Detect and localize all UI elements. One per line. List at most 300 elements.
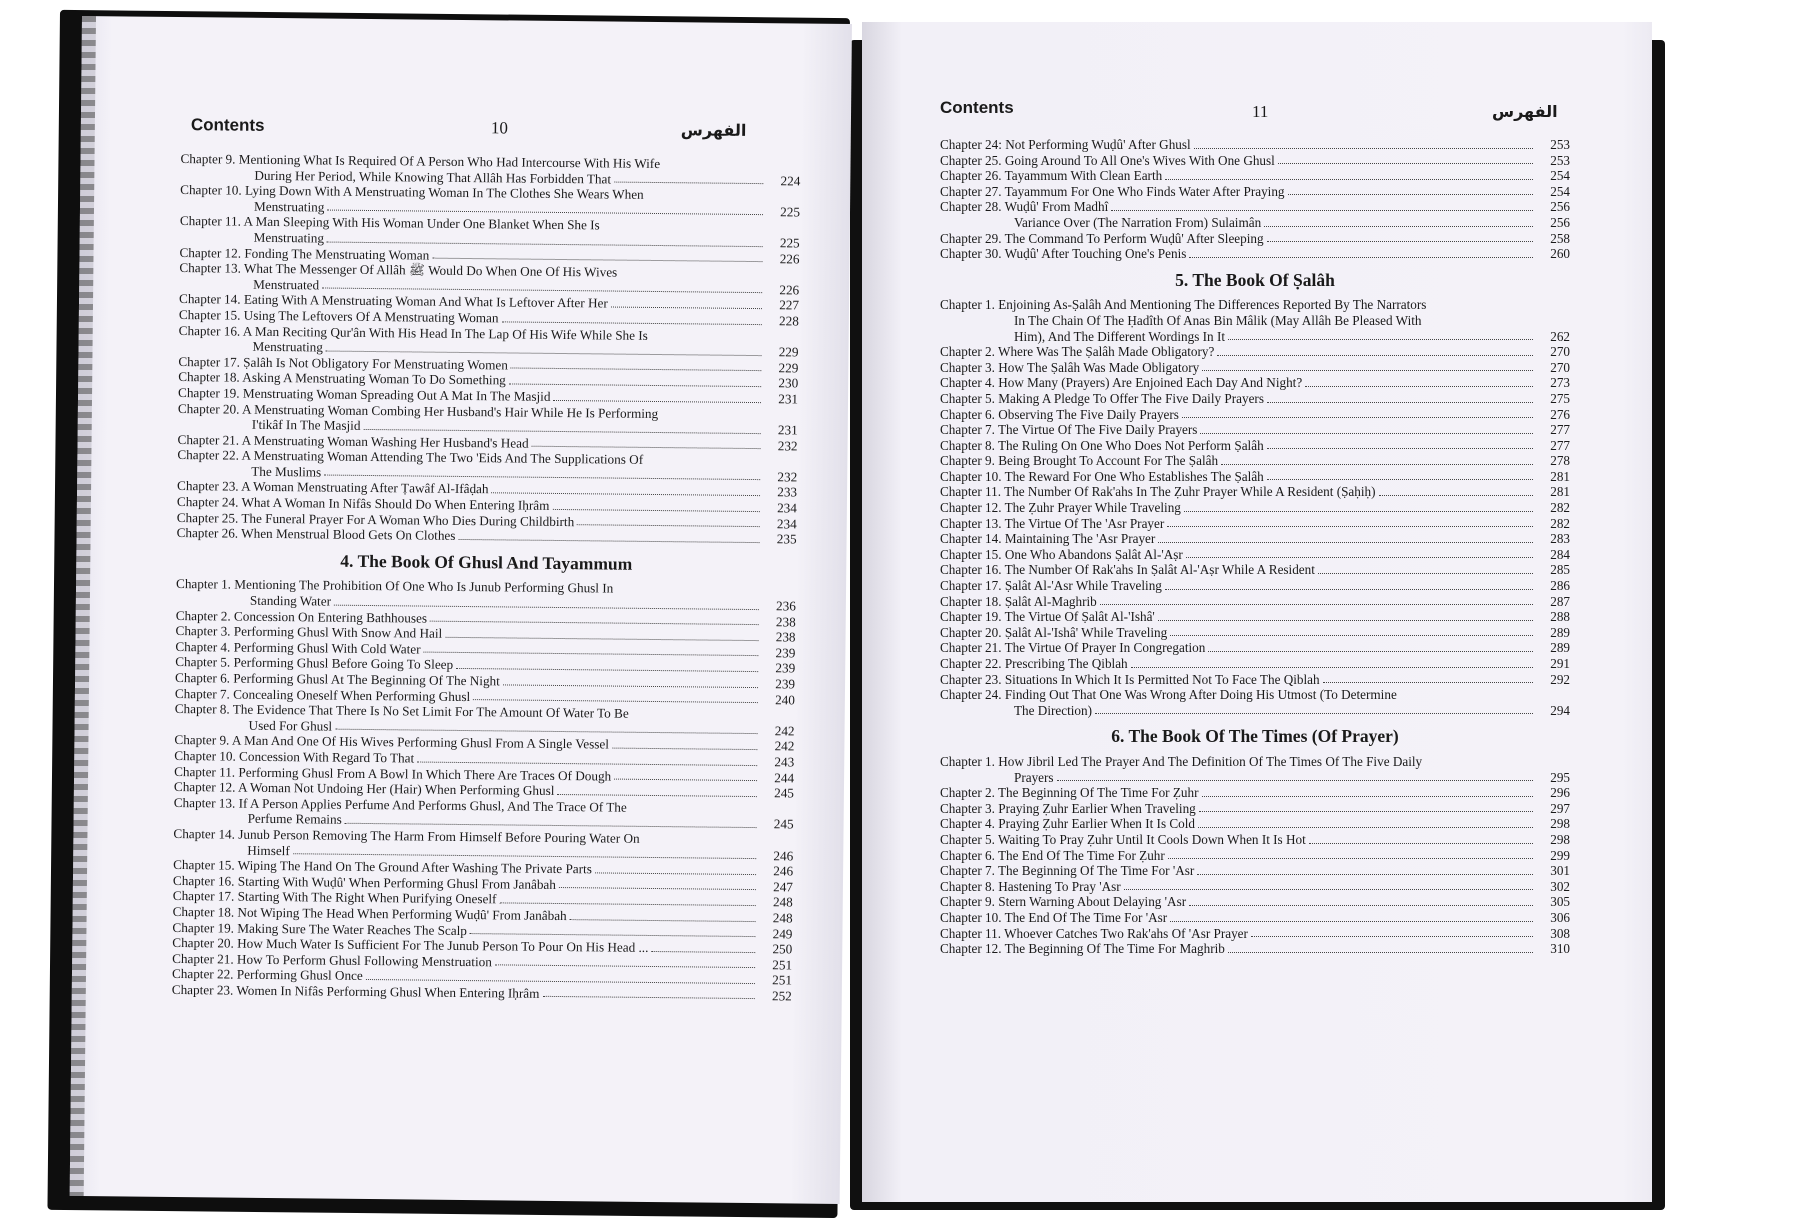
toc-entry: [940, 391, 1570, 407]
chapter-label: Chapter 3.: [940, 800, 995, 816]
chapter-label: Chapter 11.: [179, 213, 242, 230]
chapter-label: Chapter 15.: [178, 306, 241, 323]
chapter-title-line: The Reward For One Who Establishes The Ṣalâh: [1004, 468, 1264, 484]
page-ref: 305: [1550, 894, 1570, 910]
dot-leader: [1158, 609, 1533, 621]
toc-entry-text: [940, 879, 1536, 895]
chapter-title-line: Ṣalât Al-'Asr While Traveling: [1004, 578, 1162, 594]
chapter-title-line: Hastening To Pray 'Asr: [998, 878, 1121, 894]
chapter-label: Chapter 13.: [940, 515, 1002, 531]
chapter-title-line: How To Perform Ghusl Following Menstruation: [236, 951, 492, 969]
dot-leader: [495, 954, 755, 968]
dot-leader: [595, 862, 756, 875]
chapter-label: Chapter 7.: [940, 863, 995, 879]
chapter-label: Chapter 21.: [940, 640, 1002, 656]
chapter-label: Chapter 25.: [940, 152, 1002, 168]
chapter-label: Chapter 19.: [940, 609, 1002, 625]
dot-leader: [1202, 785, 1534, 797]
chapter-title-line: Ṣalât Al-'Ishâ' While Traveling: [1004, 624, 1168, 640]
page-ref: 234: [776, 515, 797, 532]
toc-entry: [940, 926, 1570, 942]
left-running-head: [82, 16, 852, 140]
page-ref: 276: [1550, 406, 1570, 422]
dot-leader: [611, 296, 762, 309]
toc-group-salah: [940, 297, 1570, 718]
toc-entry-text: [940, 168, 1536, 184]
chapter-label: Chapter 23.: [171, 981, 234, 998]
dot-leader: [1131, 656, 1533, 668]
dot-leader: [503, 673, 758, 687]
dot-leader: [499, 892, 755, 906]
toc-entry-text: [940, 640, 1536, 656]
chapter-label: Chapter 29.: [940, 230, 1002, 246]
toc-group-tayammum: [940, 137, 1570, 262]
dot-leader: [424, 641, 759, 656]
chapter-title-line: The Virtue Of Prayer In Congregation: [1004, 640, 1206, 656]
dot-leader: [614, 171, 763, 184]
chapter-title-line: A Menstruating Woman Attending The Two 'Eids And The Supplications Of: [241, 447, 644, 468]
toc-entry: [940, 375, 1570, 391]
chapter-title-line: Praying Ẓuhr Earlier When Traveling: [998, 800, 1196, 816]
page-ref: 240: [775, 691, 795, 708]
page-ref: 291: [1550, 656, 1570, 671]
toc-entry-text: [940, 407, 1536, 423]
page-ref: 245: [773, 816, 794, 832]
page-ref: 270: [1550, 359, 1570, 375]
chapter-label: Chapter 16.: [940, 562, 1002, 578]
chapter-label: Chapter 7.: [940, 422, 995, 438]
dot-leader: [1267, 391, 1533, 403]
toc-entry-text: [940, 941, 1536, 957]
chapter-title-line: The Direction): [1014, 702, 1092, 718]
chapter-label: Chapter 9.: [940, 453, 995, 469]
chapter-title-line: Situations In Which It Is Permitted Not To Face The Qiblah: [1004, 671, 1320, 687]
toc-entry: [940, 640, 1570, 656]
dot-leader: [456, 657, 758, 672]
chapter-title-line: Concealing Oneself When Performing Ghusl: [233, 686, 471, 704]
chapter-label: Chapter 12.: [179, 244, 242, 261]
chapter-title-line: Mentioning What Is Required Of A Person Who Had Intercourse With His Wife: [238, 151, 661, 172]
chapter-title-line: Waiting To Pray Ẓuhr Until It Cools Down When It Is Hot: [998, 831, 1306, 847]
chapter-title-line: How Jibril Led The Prayer And The Definition Of The Times Of The Five Daily: [998, 753, 1423, 769]
toc-entry: [940, 453, 1570, 469]
chapter-label: Chapter 14.: [173, 825, 236, 842]
page-ref: 236: [776, 598, 796, 614]
dot-leader: [542, 986, 754, 1000]
chapter-label: Chapter 14.: [940, 531, 1002, 547]
toc-group-menstruation: [177, 151, 801, 547]
toc-entry-text: [940, 801, 1536, 817]
toc-entry: [940, 469, 1570, 485]
page-ref: 302: [1550, 878, 1570, 894]
page-ref: 226: [779, 282, 800, 298]
page-ref: 229: [778, 360, 799, 376]
page-ref: 256: [1550, 199, 1570, 215]
page-ref: 252: [771, 988, 792, 1004]
page-ref: 258: [1550, 230, 1570, 246]
toc-entry: [940, 832, 1570, 848]
toc-entry: [940, 168, 1570, 184]
chapter-title-line: The Funeral Prayer For A Woman Who Dies During Childbirth: [241, 510, 575, 529]
chapter-label: Chapter 26.: [176, 525, 239, 541]
chapter-title-line: Eating With A Menstruating Woman And What Is Leftover After Her: [243, 292, 608, 311]
chapter-title-line: Stern Warning About Delaying 'Asr: [998, 894, 1187, 910]
page-ref: 294: [1550, 702, 1570, 718]
toc-entry: [940, 594, 1570, 610]
chapter-title-line: Tayammum With Clean Earth: [1004, 168, 1163, 184]
chapter-title-line: Menstruating: [253, 198, 325, 215]
chapter-label: Chapter 12.: [940, 941, 1002, 957]
chapter-title-line: Ṣalâh Is Not Obligatory For Menstruating Women: [243, 354, 508, 373]
chapter-title-line: Performing Ghusl Once: [236, 966, 363, 984]
dot-leader: [1288, 184, 1533, 196]
toc-entry: [940, 578, 1570, 594]
toc-entry-text: [940, 609, 1536, 625]
dot-leader: [1182, 407, 1533, 419]
chapter-label: Chapter 27.: [940, 183, 1002, 199]
chapter-label: Chapter 6.: [940, 847, 995, 863]
page-ref: 232: [777, 437, 798, 454]
chapter-title-line: Him), And The Different Wordings In It: [1014, 328, 1226, 344]
dot-leader: [1095, 703, 1533, 715]
page-ref: 247: [773, 878, 794, 895]
page-ref: 230: [778, 375, 799, 391]
page-number: 11: [1252, 102, 1269, 121]
dot-leader: [570, 908, 756, 922]
chapter-title-line: Prescribing The Qiblah: [1004, 656, 1128, 671]
chapter-label: Chapter 2.: [940, 785, 995, 801]
toc-entry-text: [940, 594, 1536, 610]
right-page: [862, 22, 1652, 1202]
toc-entry-text: [940, 754, 1536, 785]
dot-leader: [1165, 168, 1533, 180]
toc-entry-text: [940, 453, 1536, 469]
chapter-title-line: Women In Nifâs Performing Ghusl When Entering Iḥrâm: [236, 982, 540, 1001]
chapter-label: Chapter 20.: [940, 624, 1002, 640]
toc-entry: [940, 863, 1570, 879]
toc-entry: [940, 153, 1570, 169]
chapter-title-line: Wuḍû' After Touching One's Penis: [1004, 246, 1187, 262]
page-ref: 256: [1550, 214, 1570, 230]
chapter-title-line: Wiping The Hand On The Ground After Washing The Private Parts: [237, 857, 592, 877]
page-ref: 253: [1550, 137, 1570, 152]
dot-leader: [1267, 438, 1533, 450]
page-ref: 296: [1550, 785, 1570, 801]
page-ref: 260: [1550, 246, 1570, 262]
dot-leader: [1200, 422, 1533, 434]
page-ref: 283: [1550, 531, 1570, 547]
chapter-label: Chapter 3.: [175, 623, 231, 639]
page-ref: 234: [777, 500, 797, 516]
chapter-title-line: A Man Reciting Qur'ân With His Head In The Lap Of His Wife While She Is: [242, 323, 648, 343]
toc-entry: [940, 407, 1570, 423]
chapter-label: Chapter 16.: [178, 322, 241, 339]
page-ref: 244: [774, 769, 795, 786]
toc-entry-text: [940, 469, 1536, 485]
chapter-label: Chapter 9.: [174, 732, 230, 748]
page-ref: 310: [1550, 941, 1570, 957]
chapter-title-line: Menstruating Woman Spreading Out A Mat In The Masjid: [242, 385, 551, 404]
chapter-title-line: Whoever Catches Two Rak'ahs Of 'Asr Prayer: [1004, 925, 1248, 941]
dot-leader: [492, 482, 761, 496]
chapter-label: Chapter 25.: [176, 509, 239, 526]
page-ref: 299: [1550, 847, 1570, 863]
page-ref: 278: [1550, 453, 1570, 469]
chapter-title-line: During Her Period, While Knowing That Allâh Has Forbidden That: [254, 167, 612, 187]
chapter-label: Chapter 20.: [177, 400, 240, 417]
dot-leader: [430, 610, 759, 625]
chapter-title-line: A Man Sleeping With His Woman Under One Blanket When She Is: [243, 214, 600, 233]
page-ref: 238: [775, 613, 796, 630]
dot-leader: [612, 737, 758, 750]
page-ref: 231: [778, 391, 799, 407]
chapter-label: Chapter 21.: [172, 950, 234, 967]
dot-leader: [1267, 231, 1533, 243]
page-ref: 246: [773, 863, 794, 879]
chapter-title-line: Menstruated: [253, 276, 320, 293]
toc-entry-text: [940, 656, 1536, 672]
dot-leader: [1184, 500, 1533, 512]
toc-entry: [940, 910, 1570, 926]
chapter-title-line: The Virtue Of The 'Asr Prayer: [1004, 515, 1165, 531]
toc-entry: [940, 754, 1570, 785]
chapter-title-line: A Woman Not Undoing Her (Hair) When Performing Ghusl: [237, 779, 555, 799]
page-ref: 251: [772, 972, 793, 988]
chapter-title-line: Starting With Wuḍû' When Performing Ghusl From Janâbah: [237, 873, 557, 892]
toc-entry-text: [940, 578, 1536, 594]
page-ref: 229: [778, 344, 799, 360]
section-title-times: 6. The Book Of The Times (Of Prayer): [1111, 726, 1399, 747]
dot-leader: [1267, 469, 1533, 481]
toc-entry: [940, 246, 1570, 262]
page-number: 10: [490, 118, 508, 138]
chapter-title-line: Enjoining As-Ṣalâh And Mentioning The Differences Reported By The Narrators: [998, 297, 1427, 313]
dot-leader: [1228, 329, 1533, 341]
chapter-label: Chapter 5.: [940, 390, 995, 406]
page-ref: 301: [1550, 863, 1570, 879]
toc-entry-text: [940, 422, 1536, 438]
dot-leader: [1318, 562, 1533, 574]
chapter-title-line: What The Messenger Of Allâh ﷺ Would Do When One Of His Wives: [243, 260, 618, 280]
chapter-label: Chapter 5.: [940, 831, 995, 847]
dot-leader: [1168, 848, 1533, 860]
chapter-label: Chapter 23.: [177, 478, 239, 495]
page-ref: 284: [1550, 546, 1570, 562]
chapter-label: Chapter 10.: [940, 468, 1002, 484]
dot-leader: [432, 247, 762, 262]
toc-entry: [940, 801, 1570, 817]
chapter-title-line: Starting With The Right When Purifying Oneself: [237, 888, 497, 907]
page-ref: 227: [779, 297, 800, 313]
chapter-title-line: Tayammum For One Who Finds Water After Praying: [1004, 183, 1285, 199]
chapter-title-line: Being Brought To Account For The Ṣalâh: [998, 453, 1219, 469]
page-ref: 245: [774, 785, 795, 801]
toc-entry: [940, 848, 1570, 864]
left-page: [70, 16, 852, 1204]
toc-entry: [940, 199, 1570, 215]
dot-leader: [559, 877, 756, 891]
chapter-label: Chapter 10.: [174, 747, 236, 764]
toc-entry-text: [940, 484, 1536, 500]
dot-leader: [1217, 344, 1533, 356]
chapter-label: Chapter 11.: [940, 925, 1002, 941]
section-title-salah: 5. The Book Of Ṣalâh: [1175, 269, 1335, 290]
chapter-label: Chapter 3.: [940, 359, 995, 375]
dot-leader: [1158, 531, 1533, 543]
toc-entry-text: [940, 375, 1536, 391]
dot-leader: [1170, 625, 1533, 637]
chapter-title-line: Going Around To All One's Wives With One Ghusl: [1004, 152, 1275, 168]
page-ref: 248: [772, 910, 793, 926]
toc-entry: [940, 531, 1570, 547]
chapter-label: Chapter 2.: [940, 344, 995, 360]
toc-entry-text: [940, 625, 1536, 641]
chapter-title-line: If A Person Applies Perfume And Performs Ghusl, And The Trace Of The: [238, 795, 627, 815]
chapter-label: Chapter 22.: [171, 966, 234, 982]
page-ref: 282: [1550, 500, 1570, 516]
chapter-title-line: Ṣalât Al-Maghrib: [1004, 593, 1097, 609]
toc-entry-text: [940, 531, 1536, 547]
chapter-label: Chapter 22.: [940, 656, 1002, 671]
chapter-title-line: The Beginning Of The Time For Maghrib: [1004, 941, 1225, 957]
page-ref: 225: [780, 204, 801, 220]
dot-leader: [1221, 453, 1533, 465]
toc-entry-text: [940, 297, 1536, 344]
dot-leader: [1189, 246, 1533, 258]
section-title-ghusl: 4. The Book Of Ghusl And Tayammum: [340, 550, 633, 574]
right-running-head: [862, 22, 1652, 121]
page-ref: 254: [1550, 183, 1570, 199]
toc-entry: [940, 785, 1570, 801]
dot-leader: [1251, 926, 1533, 938]
chapter-label: Chapter 23.: [940, 671, 1002, 687]
chapter-label: Chapter 18.: [172, 903, 235, 920]
chapter-label: Chapter 18.: [178, 369, 240, 385]
page-ref: 286: [1550, 578, 1570, 594]
toc-entry: [940, 547, 1570, 563]
chapter-label: Chapter 9.: [940, 894, 995, 910]
chapter-title-line: Junub Person Removing The Harm From Himself Before Pouring Water On: [238, 826, 640, 846]
toc-entry-text: [940, 438, 1536, 454]
chapter-title-line: Making A Pledge To Offer The Five Daily Prayers: [998, 390, 1264, 406]
toc-entry-text: [940, 360, 1536, 376]
chapter-title-line: Finding Out That One Was Wrong After Doing His Utmost (To Determine: [1004, 687, 1397, 703]
dot-leader: [1379, 484, 1533, 496]
toc-entry-text: [940, 516, 1536, 532]
chapter-label: Chapter 10.: [940, 909, 1002, 925]
chapter-title-line: The Virtue Of Ṣalât Al-'Ishâ': [1004, 609, 1155, 625]
toc-entry: [940, 184, 1570, 200]
toc-entry: [940, 438, 1570, 454]
toc-entry: [940, 422, 1570, 438]
page-ref: 277: [1550, 422, 1570, 438]
chapter-title-line: When Menstrual Blood Gets On Clothes: [241, 525, 456, 544]
toc-entry-text: [940, 391, 1536, 407]
chapter-label: Chapter 30.: [940, 246, 1002, 262]
toc-entry: [940, 687, 1570, 718]
chapter-label: Chapter 7.: [174, 685, 230, 702]
toc-entry: [940, 656, 1570, 672]
chapter-title-line: Mentioning The Prohibition Of One Who Is Junub Performing Ghusl In: [234, 577, 614, 597]
running-head-arabic: الفهرس: [1492, 102, 1558, 121]
chapter-title-line: Wuḍû' From Madhî: [1004, 199, 1109, 215]
chapter-label: Chapter 8.: [940, 878, 995, 894]
chapter-title-line: A Menstruating Woman Combing Her Husband's Hair While He Is Performing: [241, 401, 659, 421]
page-ref: 285: [1550, 562, 1570, 578]
chapter-title-line: Observing The Five Daily Prayers: [998, 406, 1179, 422]
page-ref: 281: [1550, 484, 1570, 500]
chapter-title-line: Menstruating: [253, 229, 325, 246]
toc-entry-text: [940, 910, 1536, 926]
page-ref: 239: [775, 645, 796, 661]
chapter-label: Chapter 26.: [940, 168, 1002, 184]
dot-leader: [651, 940, 755, 953]
chapter-title-line: The Ruling On One Who Does Not Perform Ṣalâh: [998, 437, 1264, 453]
chapter-title-line: The Virtue Of The Five Daily Prayers: [998, 422, 1198, 438]
page-ref: 225: [779, 235, 800, 251]
chapter-label: Chapter 24.: [940, 687, 1002, 703]
toc-entry: [940, 609, 1570, 625]
chapter-title-line: Performing Ghusl At The Beginning Of The Night: [233, 670, 500, 689]
toc-entry: [940, 344, 1570, 360]
dot-leader: [552, 498, 760, 512]
page-ref: 297: [1550, 800, 1570, 816]
chapter-label: Chapter 21.: [177, 431, 240, 448]
toc-entry-text: [940, 926, 1536, 942]
chapter-label: Chapter 12.: [940, 500, 1002, 516]
running-head-title: Contents: [190, 115, 265, 135]
chapter-title-line: The Number Of Rak'ahs In Ṣalât Al-'Aṣr While A Resident: [1004, 562, 1315, 578]
dot-leader: [532, 435, 761, 449]
dot-leader: [1264, 215, 1533, 227]
toc-entry-text: [940, 246, 1536, 262]
toc-entry: [940, 625, 1570, 641]
toc-entry-text: [940, 199, 1536, 215]
toc-entry: [940, 879, 1570, 895]
page-ref: 273: [1550, 375, 1570, 391]
toc-entry-text: [940, 785, 1536, 801]
dot-leader: [557, 783, 757, 797]
toc-entry-text: [940, 832, 1536, 848]
page-ref: 246: [773, 847, 794, 863]
chapter-title-line: Concession On Entering Bathhouses: [233, 608, 428, 626]
toc-entry-text: [940, 863, 1536, 879]
chapter-label: Chapter 2.: [175, 607, 231, 624]
chapter-label: Chapter 5.: [175, 654, 231, 670]
chapter-label: Chapter 4.: [940, 375, 995, 391]
toc-entry: [940, 297, 1570, 344]
chapter-title-line: Concession With Regard To That: [239, 748, 415, 766]
toc-entry-text: [940, 547, 1536, 563]
chapter-title-line: Not Wiping The Head When Performing Wuḍû' From Janâbah: [237, 904, 567, 923]
toc-entry-text: [940, 137, 1536, 153]
dot-leader: [417, 750, 757, 765]
chapter-label: Chapter 9.: [180, 151, 236, 167]
page-ref: 235: [776, 531, 797, 547]
page-ref: 233: [777, 484, 798, 500]
chapter-label: Chapter 8.: [940, 437, 995, 453]
dot-leader: [1309, 832, 1533, 844]
toc-entry: [940, 894, 1570, 910]
right-toc: [940, 137, 1570, 957]
toc-entry-text: [940, 672, 1536, 688]
dot-leader: [511, 357, 762, 371]
chapter-title-line: Maintaining The 'Asr Prayer: [1004, 531, 1156, 547]
chapter-label: Chapter 13.: [173, 794, 236, 811]
chapter-title-line: How Many (Prayers) Are Enjoined Each Day And Night?: [998, 375, 1303, 391]
chapter-label: Chapter 16.: [172, 872, 235, 889]
page-ref: 306: [1550, 909, 1570, 925]
